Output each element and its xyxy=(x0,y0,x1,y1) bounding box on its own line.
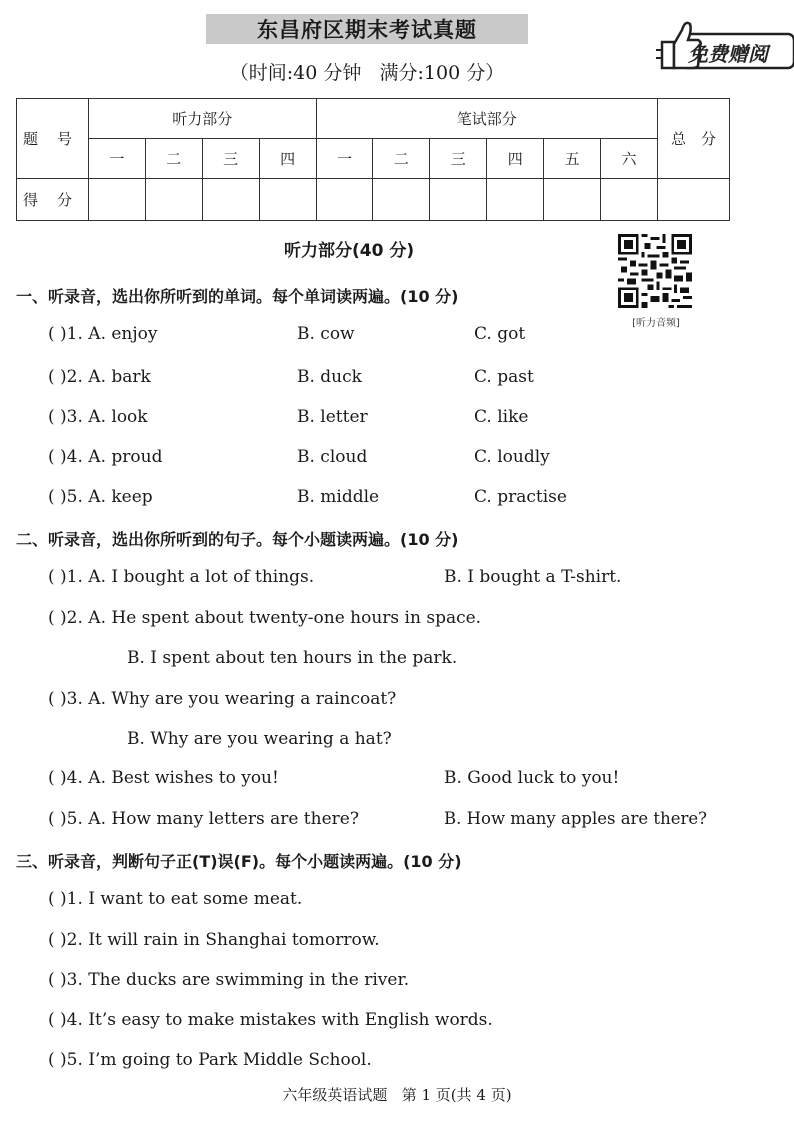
listening-header: 听力部分 xyxy=(88,99,316,139)
part1-q5-b: B. middle xyxy=(297,487,380,507)
part2-q5-a: ( )5. A. How many letters are there? xyxy=(48,809,359,829)
part2-q3-b: B. Why are you wearing a hat? xyxy=(127,729,392,749)
qr-code-icon[interactable] xyxy=(618,234,692,308)
part1-q1-c: C. got xyxy=(474,324,526,344)
score-cell[interactable] xyxy=(259,179,316,221)
part3-q1: ( )1. I want to eat some meat. xyxy=(48,889,303,909)
exam-title: 东昌府区期末考试真题 xyxy=(206,14,528,44)
writing-col: 五 xyxy=(544,139,601,179)
part1-q2-a: ( )2. A. bark xyxy=(48,367,151,387)
part1-q1-a: ( )1. A. enjoy xyxy=(48,324,158,344)
part1-q3-a: ( )3. A. look xyxy=(48,407,148,427)
writing-col: 四 xyxy=(487,139,544,179)
part2-q2-b: B. I spent about ten hours in the park. xyxy=(127,648,458,668)
score-cell[interactable] xyxy=(316,179,373,221)
listening-col: 四 xyxy=(259,139,316,179)
listening-col: 二 xyxy=(145,139,202,179)
writing-col: 二 xyxy=(373,139,430,179)
score-cell[interactable] xyxy=(657,179,729,221)
writing-col: 六 xyxy=(601,139,658,179)
free-badge-label: 免费赠阅 xyxy=(688,42,768,66)
writing-header: 笔试部分 xyxy=(316,99,657,139)
page-footer: 六年级英语试题 第 1 页(共 4 页) xyxy=(282,1086,512,1104)
qr-caption: [听力音频] xyxy=(632,318,680,329)
writing-col: 三 xyxy=(430,139,487,179)
part1-q1-b: B. cow xyxy=(297,324,355,344)
score-cell[interactable] xyxy=(430,179,487,221)
part1-q5-a: ( )5. A. keep xyxy=(48,487,153,507)
part3-title: 三、听录音，判断句子正(T)误(F)。每个小题读两遍。(10 分) xyxy=(16,852,462,871)
part1-q4-b: B. cloud xyxy=(297,447,368,467)
score-cell[interactable] xyxy=(487,179,544,221)
part1-title: 一、听录音，选出你所听到的单词。每个单词读两遍。(10 分) xyxy=(16,287,459,306)
part3-q4: ( )4. It’s easy to make mistakes with English words. xyxy=(48,1010,493,1030)
part1-q4-a: ( )4. A. proud xyxy=(48,447,163,467)
part2-q1-a: ( )1. A. I bought a lot of things. xyxy=(48,567,315,587)
part1-q2-b: B. duck xyxy=(297,367,362,387)
listening-col: 三 xyxy=(202,139,259,179)
part2-q5-b: B. How many apples are there? xyxy=(444,809,707,828)
exam-subtitle: （时间:40 分钟 满分:100 分） xyxy=(229,62,505,84)
part1-q4-c: C. loudly xyxy=(474,447,550,467)
part1-q2-c: C. past xyxy=(474,367,534,387)
part1-q3-b: B. letter xyxy=(297,407,368,427)
score-cell[interactable] xyxy=(601,179,658,221)
part2-q3-a: ( )3. A. Why are you wearing a raincoat? xyxy=(48,689,397,709)
score-cell[interactable] xyxy=(145,179,202,221)
part2-q1-b: B. I bought a T-shirt. xyxy=(444,567,622,587)
part2-title: 二、听录音，选出你所听到的句子。每个小题读两遍。(10 分) xyxy=(16,530,459,549)
writing-col: 一 xyxy=(316,139,373,179)
part2-q4-a: ( )4. A. Best wishes to you! xyxy=(48,768,279,788)
row-label-score: 得 分 xyxy=(17,179,89,221)
part3-q2: ( )2. It will rain in Shanghai tomorrow. xyxy=(48,930,380,950)
score-cell[interactable] xyxy=(88,179,145,221)
score-cell[interactable] xyxy=(202,179,259,221)
score-table xyxy=(16,98,730,221)
part1-q3-c: C. like xyxy=(474,407,529,427)
part1-q5-c: C. practise xyxy=(474,487,567,507)
score-cell[interactable] xyxy=(373,179,430,221)
section-heading: 听力部分(40 分) xyxy=(284,241,415,261)
part3-q5: ( )5. I’m going to Park Middle School. xyxy=(48,1050,372,1070)
row-label-number: 题 号 xyxy=(17,99,89,179)
listening-col: 一 xyxy=(88,139,145,179)
part2-q4-b: B. Good luck to you! xyxy=(444,768,620,788)
part2-q2-a: ( )2. A. He spent about twenty-one hours in space. xyxy=(48,608,482,628)
total-header: 总 分 xyxy=(657,99,729,179)
part3-q3: ( )3. The ducks are swimming in the river. xyxy=(48,970,410,990)
score-cell[interactable] xyxy=(544,179,601,221)
